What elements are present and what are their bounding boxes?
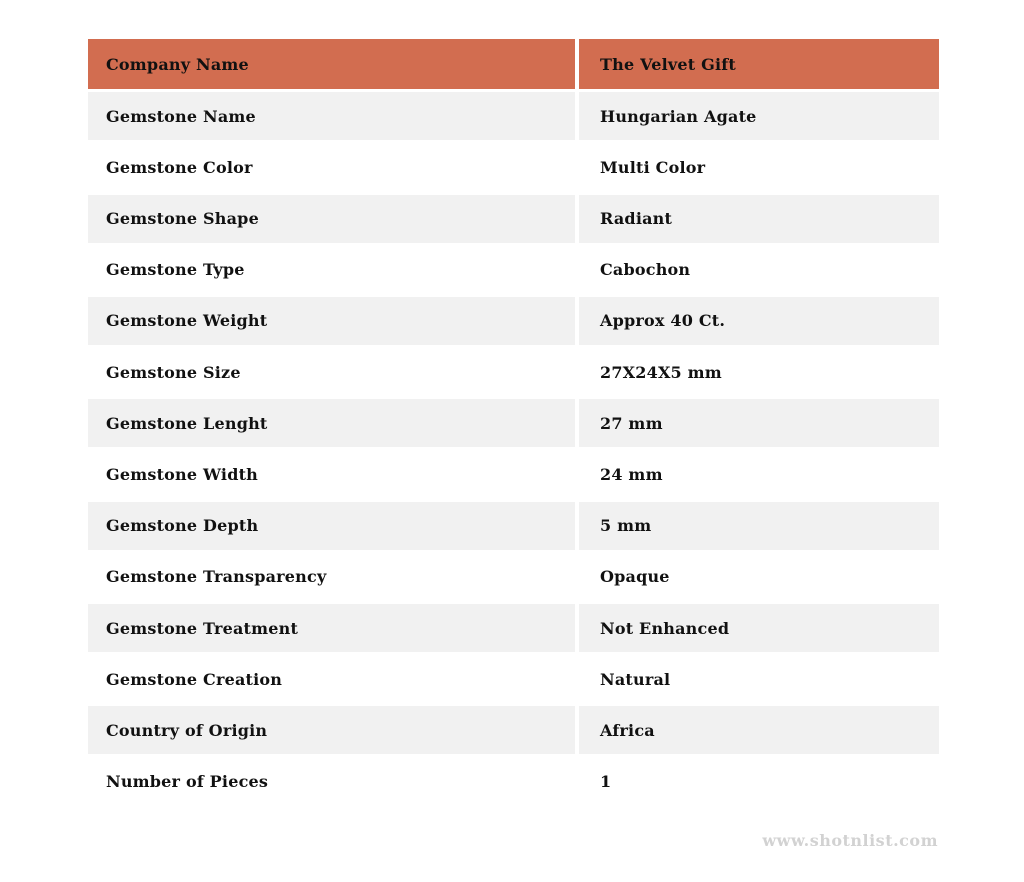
table-row (88, 655, 939, 703)
row-value: Hungarian Agate (579, 92, 939, 140)
row-label: Gemstone Shape (88, 195, 575, 243)
row-value: 24 mm (579, 451, 939, 499)
row-label: Number of Pieces (88, 758, 575, 806)
table-row (88, 399, 939, 447)
row-value: 5 mm (579, 502, 939, 550)
table-row (88, 143, 939, 191)
row-label: Gemstone Size (88, 348, 575, 396)
table-row (88, 348, 939, 396)
row-value: Radiant (579, 195, 939, 243)
row-value: Opaque (579, 553, 939, 601)
table-row (88, 92, 939, 140)
row-label: Gemstone Weight (88, 297, 575, 345)
row-value: 1 (579, 758, 939, 806)
header-label-cell: Company Name (88, 39, 575, 89)
row-value: Not Enhanced (579, 604, 939, 652)
row-value: Cabochon (579, 246, 939, 294)
table-row (88, 758, 939, 806)
row-label: Gemstone Depth (88, 502, 575, 550)
table-row (88, 553, 939, 601)
row-label: Gemstone Treatment (88, 604, 575, 652)
table-row (88, 451, 939, 499)
table-header-row (88, 39, 939, 89)
row-value: Multi Color (579, 143, 939, 191)
row-label: Gemstone Type (88, 246, 575, 294)
row-value: 27X24X5 mm (579, 348, 939, 396)
gemstone-spec-table (88, 39, 939, 809)
table-row (88, 195, 939, 243)
table-row (88, 246, 939, 294)
row-label: Gemstone Lenght (88, 399, 575, 447)
row-label: Gemstone Creation (88, 655, 575, 703)
row-label: Gemstone Transparency (88, 553, 575, 601)
table-row (88, 706, 939, 754)
row-label: Country of Origin (88, 706, 575, 754)
table-row (88, 502, 939, 550)
table-row (88, 297, 939, 345)
header-value-cell: The Velvet Gift (579, 39, 939, 89)
row-value: Africa (579, 706, 939, 754)
row-label: Gemstone Color (88, 143, 575, 191)
row-value: Approx 40 Ct. (579, 297, 939, 345)
row-value: Natural (579, 655, 939, 703)
watermark: www.shotnlist.com (762, 831, 938, 850)
row-label: Gemstone Width (88, 451, 575, 499)
row-label: Gemstone Name (88, 92, 575, 140)
row-value: 27 mm (579, 399, 939, 447)
table-row (88, 604, 939, 652)
